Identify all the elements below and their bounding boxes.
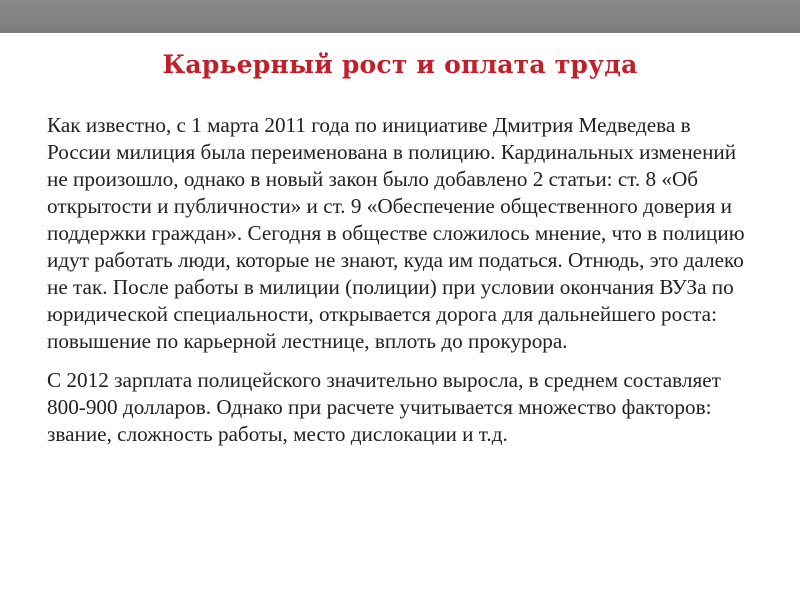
top-bar: [0, 0, 800, 33]
slide-title: Карьерный рост и оплата труда: [162, 50, 638, 79]
paragraph-salary: С 2012 зарплата полицейского значительно выросла, в среднем составляет 800-900 долларов. Однако при расчете учитывается множество факторов: звание, сложность работы, место дислокации и т.д.: [47, 368, 721, 446]
slide-body: [47, 112, 759, 448]
paragraph-career: Как известно, с 1 марта 2011 года по инициативе Дмитрия Медведева в России милиция была переименована в полицию. Кардинальных изменений не произошло, однако в новый закон было добавлено 2 статьи: ст. 8 «Об открытости и публичности» и ст. 9 «Обеспечение общественного доверия и поддержки граждан». Сегодня в обществе сложилось мнение, что в полицию идут работать люди, которые не знают, куда им податься. Отнюдь, это далеко не так. После работы в милиции (полиции) при условии окончания ВУЗа по юридической специальности, открывается дорога для дальнейшего роста: повышение по карьерной лестнице, вплоть до прокурора.: [47, 113, 745, 353]
